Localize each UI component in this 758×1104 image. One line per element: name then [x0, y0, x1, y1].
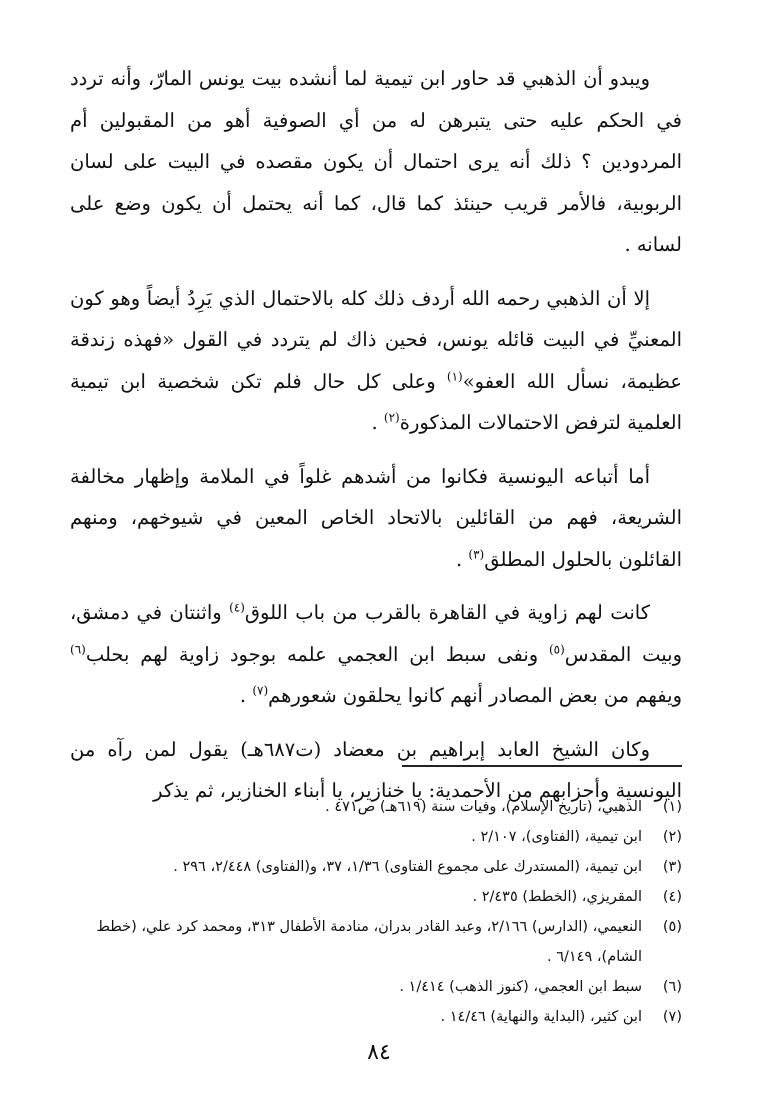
footnote-text: ابن تيمية، (الفتاوى)، ٢/١٠٧ .	[471, 829, 642, 845]
footnote-reference: (٦)	[70, 642, 86, 656]
footnote-number: (١)	[662, 799, 682, 815]
footnote-number: (٦)	[662, 979, 682, 995]
paragraph	[70, 592, 682, 717]
footnote-text: الذهبي، (تاريخ الإسلام)، وفيات سنة (٦١٩هـ) ص٤٧١ .	[325, 799, 642, 815]
footnote-item	[70, 1002, 682, 1032]
footnote-number: (٧)	[662, 1009, 682, 1025]
footnote-number: (٥)	[662, 919, 682, 935]
footnote-item	[70, 822, 682, 852]
paragraph	[70, 456, 682, 581]
paragraph-text: وكان الشيخ العابد إبراهيم بن معضاد (ت٦٨٧هـ) يقول لمن رآه من اليونسية وأحزابهم من الأحمدية: يا خنازير، يا أبناء الخنازير، ثم يذكر	[70, 737, 682, 802]
footnote-text: المقريزي، (الخطط) ٢/٤٣٥ .	[472, 889, 642, 905]
paragraph-text: إلا أن الذهبي رحمه الله أردف ذلك كله بالاحتمال الذي يَرِدُ أيضاً وهو كون المعنيِّ في البيت قائله يونس، فحين ذاك لم يتردد في القول «فهذه زندقة عظيمة، نسأل الله العفو»	[70, 286, 682, 393]
paragraph	[70, 278, 682, 444]
footnote-reference: (٥)	[548, 642, 565, 656]
paragraph-text: ونفى سبط ابن العجمي علمه بوجود زاوية لهم بحلب	[85, 642, 549, 666]
footnote-reference: (١)	[446, 369, 463, 383]
paragraph-text: .	[371, 411, 384, 434]
paragraph-text: كانت لهم زاوية في القاهرة بالقرب من باب اللوق	[244, 601, 650, 624]
footnotes-list	[70, 792, 682, 1032]
footnote-text: ابن كثير، (البداية والنهاية) ١٤/٤٦ .	[440, 1009, 642, 1025]
footnote-number: (٤)	[662, 889, 682, 905]
paragraph-text: أما أتباعه اليونسية فكانوا من أشدهم غلواً في الملامة وإظهار مخالفة الشريعة، فهم من القائلين بالاتحاد الخاص المعين في شيوخهم، ومنهم القائلون بالحلول المطلق	[70, 464, 682, 571]
footnote-item	[70, 972, 682, 1002]
footnote-item	[70, 912, 682, 972]
footnote-number: (٣)	[662, 859, 682, 875]
paragraph-text: ويبدو أن الذهبي قد حاور ابن تيمية لما أنشده بيت يونس المارّ، وأنه تردد في الحكم عليه حتى يتبرهن له من أي الصوفية أهو من المقبولين أم المردودين ؟ ذلك أنه يرى احتمال أن يكون مقصده في البيت على لسان الربوبية، فالأمر قريب حينئذ كما قال، كما أنه يحتمل أن يكون وضع على لسانه .	[70, 67, 682, 256]
paragraph-text: .	[455, 547, 469, 571]
footnote-reference: (٤)	[229, 600, 245, 615]
paragraph-text: .	[239, 684, 253, 707]
footnote-reference: (٢)	[383, 410, 400, 425]
footnote-separator	[402, 765, 682, 767]
footnote-text: سبط ابن العجمي، (كنوز الذهب) ١/٤١٤ .	[399, 979, 642, 995]
footnote-item	[70, 852, 682, 882]
paragraph	[70, 58, 682, 266]
footnote-text: النعيمي، (الدارس) ٢/١٦٦، وعبد القادر بدران، منادمة الأطفال ٣١٣، ومحمد كرد علي، (خطط الشام)، ٦/١٤٩ .	[96, 919, 642, 965]
footnote-item	[70, 882, 682, 912]
paragraph-text: ويفهم من بعض المصادر أنهم كانوا يحلقون شعورهم	[268, 684, 682, 707]
page-number: ٨٤	[367, 1040, 391, 1065]
main-text-body	[70, 58, 682, 824]
footnote-reference: (٧)	[252, 683, 269, 698]
footnote-reference: (٣)	[468, 547, 485, 561]
paragraph-text: وعلى كل حال فلم تكن شخصية ابن تيمية العلمية لترفض الاحتمالات المذكورة	[70, 369, 682, 434]
footnote-item	[70, 792, 682, 822]
footnote-text: ابن تيمية، (المستدرك على مجموع الفتاوى) ١/٣٦، ٣٧، و(الفتاوى) ٢/٤٤٨، ٢٩٦ .	[173, 859, 642, 875]
footnote-number: (٢)	[662, 829, 682, 845]
paragraph-text: واثنتان في دمشق، وبيت المقدس	[70, 601, 682, 666]
